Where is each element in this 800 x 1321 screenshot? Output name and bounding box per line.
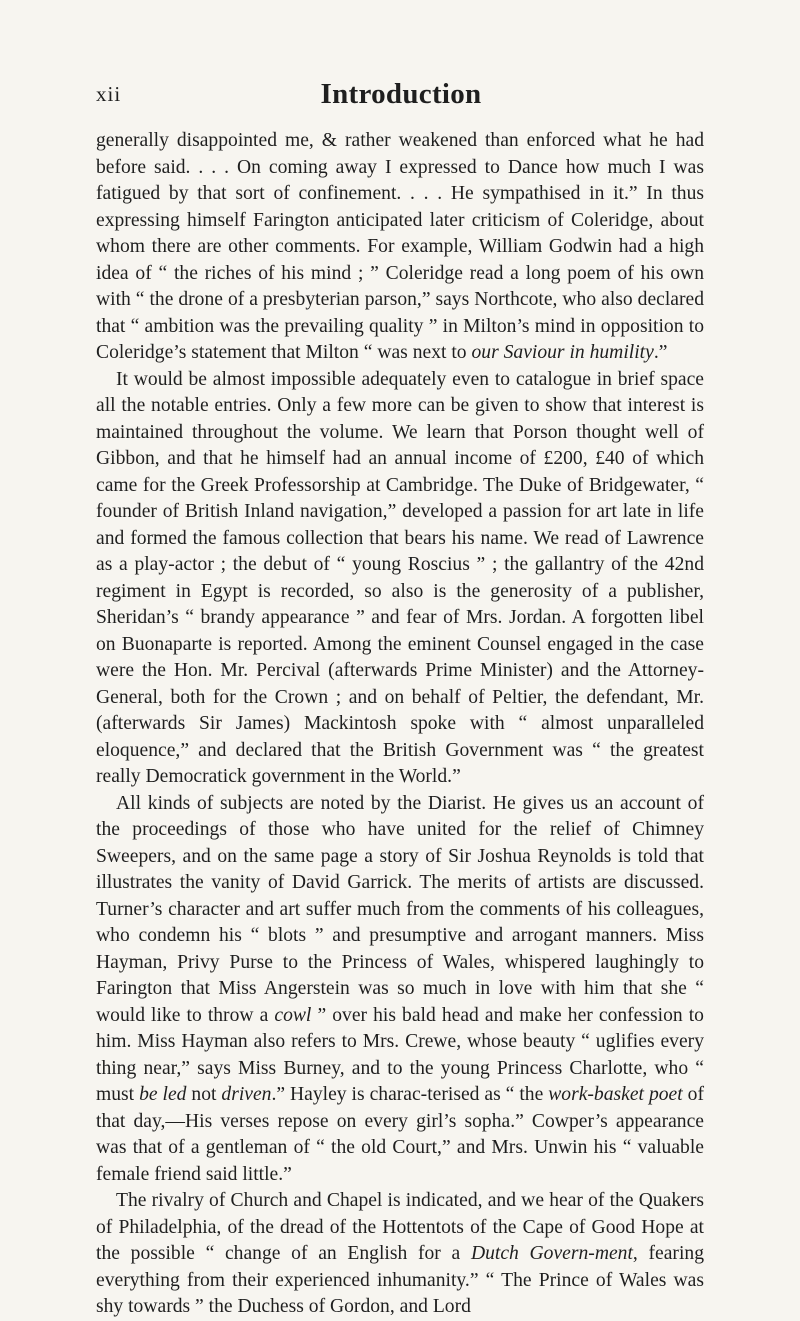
italic-text: cowl <box>274 1004 312 1026</box>
paragraph <box>96 791 704 1189</box>
text-run: , fearing everything from their experienced inhumanity.” “ The Prince of Wales was shy towards ” the Duchess of Gordon, and Lord <box>96 1243 704 1317</box>
text-run: ” over his bald head and make her confession to him. Miss Hayman also refers to Mrs. Crewe, whose beauty “ uglifies every thing near,” says Miss Burney, and to the young Princess Charlotte, who “ must <box>96 1004 704 1105</box>
running-head <box>96 78 706 118</box>
text-run: of that day,—His verses repose on every girl’s sopha.” Cowper’s appearance was that of a gentleman of “ the old Court,” and Mrs. Unwin his “ valuable female friend said little.” <box>96 1084 704 1185</box>
body-text <box>96 128 704 1321</box>
page-title: Introduction <box>320 78 482 110</box>
text-run: It would be almost impossible adequately even to catalogue in brief space all the notable entries. Only a few more can be given to show that interest is maintained throughout the volume. We learn that Porson thought well of Gibbon, and that he himself had an annual income of £200, £40 of which came for the Greek Professorship at Cambridge. The Duke of Bridgewater, “ founder of British Inland navigation,” developed a passion for art late in life and formed the famous collection that bears his name. We read of Lawrence as a play-actor ; the debut of “ young Roscius ” ; the gallantry of the 42nd regiment in Egypt is recorded, so also is the generosity of a publisher, Sheridan’s “ brandy appearance ” and fear of Mrs. Jordan. A forgotten libel on Buonaparte is reported. Among the eminent Counsel engaged in the case were the Hon. Mr. Percival (afterwards Prime Minister) and the Attorney-General, both for the Crown ; and on behalf of Peltier, the defendant, Mr. (afterwards Sir James) Mackintosh spoke with “ almost unparalleled eloquence,” and declared that the British Government was “ the greatest really Democratick government in the World.” <box>96 368 704 787</box>
text-run: .” Hayley is charac-terised as “ the <box>271 1084 549 1105</box>
text-run: .” <box>653 342 668 363</box>
italic-text: driven <box>221 1084 272 1105</box>
italic-text: work-basket poet <box>548 1084 683 1105</box>
text-run: The rivalry of Church and Chapel is indicated, and we hear of the Quakers of Philadelphia, of the dread of the Hottentots of the Cape of Good Hope at the possible “ change of an English for a <box>96 1190 704 1264</box>
italic-text: be led <box>139 1084 187 1105</box>
paragraph <box>96 128 704 367</box>
page-number: xii <box>96 82 122 106</box>
paragraph <box>96 367 704 791</box>
italic-text: our Saviour in humility <box>471 342 654 363</box>
text-run: not <box>186 1084 222 1105</box>
italic-text: Dutch Govern-ment <box>470 1243 633 1264</box>
text-run: generally disappointed me, & rather weakened than enforced what he had before said. . . . On coming away I expressed to Dance how much I was fatigued by that sort of confinement. . . . He sympathised in it.” In thus expressing himself Farington anticipated later criticism of Coleridge, about whom there are other comments. For example, William Godwin had a high idea of “ the riches of his mind ; ” Coleridge read a long poem of his own with “ the drone of a presbyterian parson,” says Northcote, who also declared that “ ambition was the prevailing quality ” in Milton’s mind in opposition to Coleridge’s statement that Milton “ was next to <box>96 130 704 363</box>
text-run: All kinds of subjects are noted by the Diarist. He gives us an account of the proceedings of those who have united for the relief of Chimney Sweepers, and on the same page a story of Sir Joshua Reynolds is told that illustrates the vanity of David Garrick. The merits of artists are discussed. Turner’s character and art suffer much from the comments of his colleagues, who condemn his “ blots ” and presumptive and arrogant manners. Miss Hayman, Privy Purse to the Princess of Wales, whispered laughingly to Farington that Miss Angerstein was so much in love with him that she “ would like to throw a <box>96 792 704 1026</box>
